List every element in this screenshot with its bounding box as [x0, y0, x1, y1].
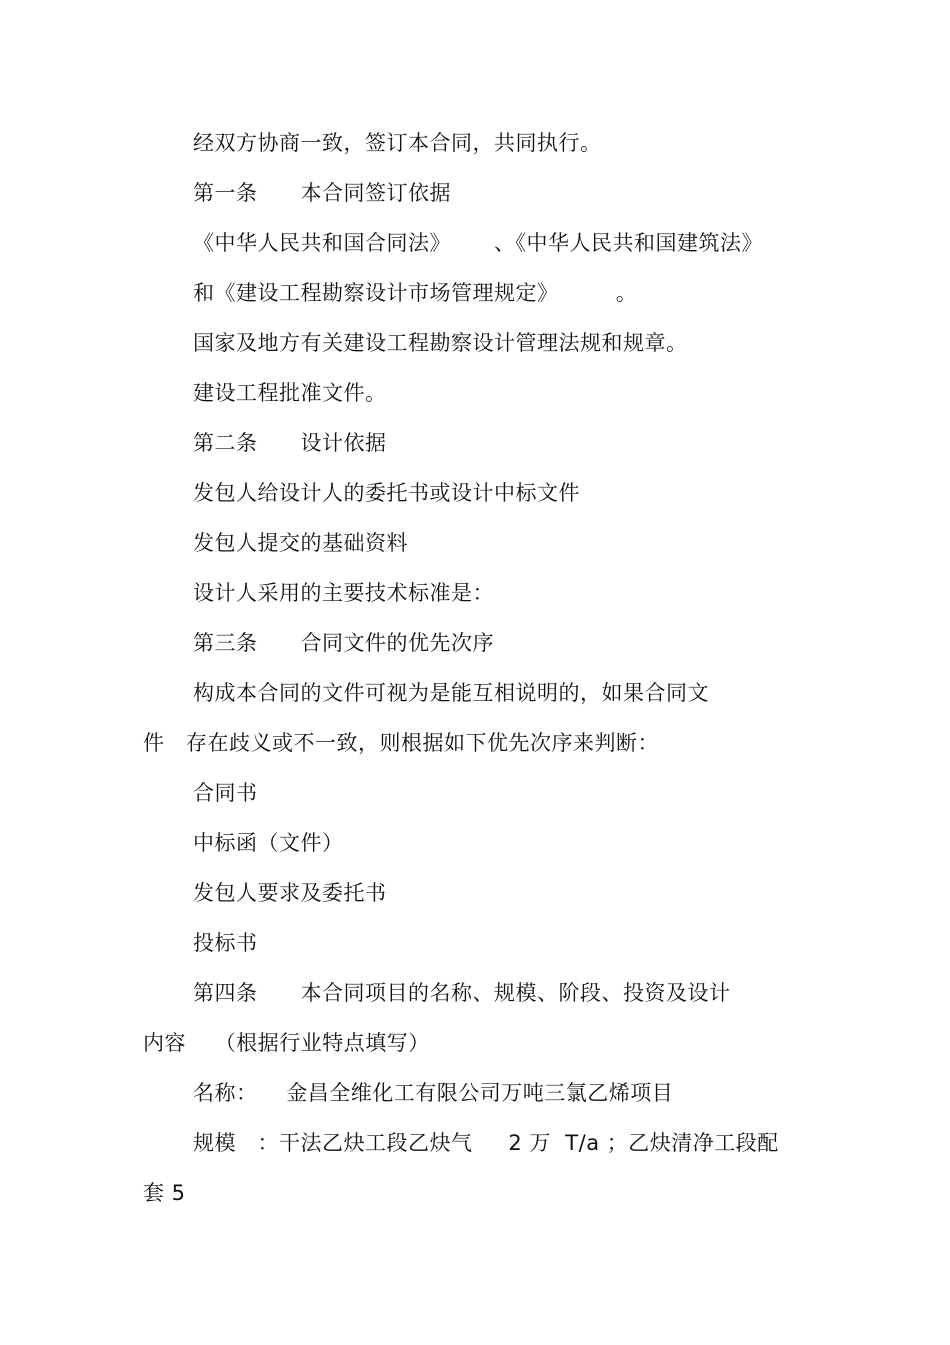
text-line: 发包人给设计人的委托书或设计中标文件	[193, 481, 580, 505]
article-heading: 第三条 合同文件的优先次序	[193, 631, 495, 655]
text-line: 合同书	[193, 781, 258, 805]
text-line: 建设工程批准文件。	[193, 381, 387, 405]
article-heading: 第二条 设计依据	[193, 431, 387, 455]
text-line: 名称： 金昌全维化工有限公司万吨三氯乙烯项目	[193, 1081, 674, 1105]
text-line: 发包人提交的基础资料	[193, 531, 408, 555]
text-line: 内容 （根据行业特点填写）	[143, 1031, 430, 1055]
text-line: 发包人要求及委托书	[193, 881, 387, 905]
text-line: 构成本合同的文件可视为是能互相说明的，如果合同文	[193, 681, 709, 705]
text-line: 《中华人民共和国合同法》 、《中华人民共和国建筑法》	[193, 231, 764, 255]
article-heading: 第一条 本合同签订依据	[193, 181, 452, 205]
text-line: 套 5	[143, 1181, 186, 1205]
text-line: 设计人采用的主要技术标准是：	[193, 581, 494, 605]
text-line: 规模 ：干法乙炔工段乙炔气 2 万 T/a ；乙炔清净工段配	[193, 1131, 779, 1155]
text-line: 国家及地方有关建设工程勘察设计管理法规和规章。	[193, 331, 688, 355]
text-line: 和《建设工程勘察设计市场管理规定》 。	[193, 281, 638, 305]
text-line: 件 存在歧义或不一致，则根据如下优先次序来判断：	[143, 731, 660, 755]
text-line: 中标函（文件）	[193, 831, 344, 855]
article-heading: 第四条 本合同项目的名称、规模、阶段、投资及设计	[193, 981, 731, 1005]
text-line: 投标书	[193, 931, 258, 955]
text-line: 经双方协商一致，签订本合同，共同执行。	[193, 131, 602, 155]
